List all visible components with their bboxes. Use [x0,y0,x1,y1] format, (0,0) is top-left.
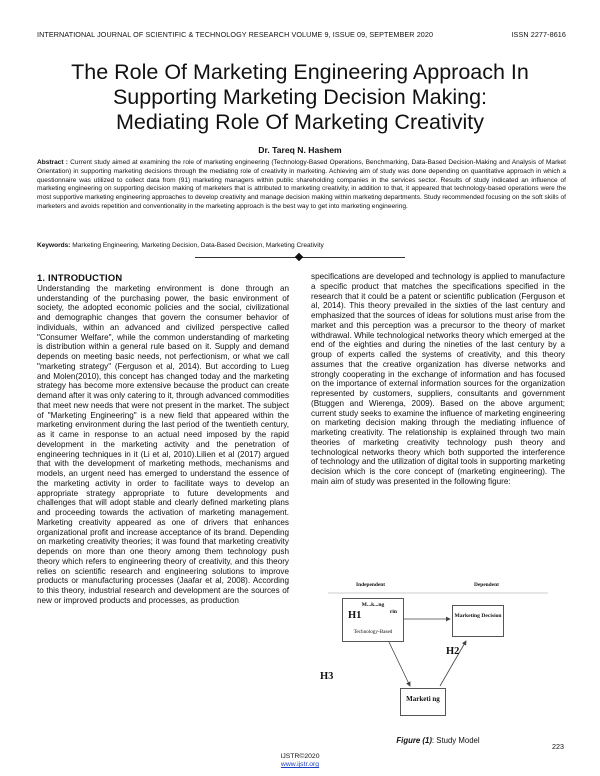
journal-name: INTERNATIONAL JOURNAL OF SCIENTIFIC & TECHNOLOGY RESEARCH VOLUME 9, ISSUE 09, SEPTEMBER 2020 [37,30,434,39]
h3-label: H3 [320,671,334,682]
figure-caption-label: Figure (1) [396,736,432,745]
h2-label: H2 [446,646,460,657]
arrow-h3 [388,640,410,686]
keywords [37,242,566,249]
marketing-decision-box: Marketing Decision [452,605,504,637]
page-footer [0,753,600,769]
abstract-text: Current study aimed at examining the role of marketing engineering (Technology-Based Operations, Benchmarking, Data-Based Decision-Making and Analysis of Market Orientation) in supporting marketing decisions through the mediating role of creativity in marketing. Achieving aim of study was done depending on quantitative approach in which a questionnaire was utilized to collect data from (91) marketing managers within public shareholding companies in the services sector. Results of study indicated an influence of marketing engineering on supporting decision making of marketers that is attributed to marketing creativity, in addition to that, it appeared that technology-based operations were the most supportive marketing engineering approaches to develop creativity and manage decision making within marketing departments. Study recommended focusing on the soft skills of marketers and avoids repetition and conventionality in the marketing approach is the best way to get into marketing engineering. [37,159,566,210]
title-line-2: Supporting Marketing Decision Making: [112,85,488,109]
section-heading: 1. INTRODUCTION [37,272,123,283]
dependent-label: Dependent [474,582,499,588]
intro-paragraph-right: specifications are developed and technology is applied to manufacture a specific product that matches the specifications specified in the research that it could be a patent or scientific publication (Ferguson et al, 2014). This theory prevailed in the sixties of the last century and emphasized that the sources of ideas for solutions must arise from the market and this perception was a precursor to the theory of market withdrawal. While technological networks theory which emerged at the end of the eighties and during the nineties of the last century by a group of experts called the systems of creativity, and this theory assumes that the creative organization has diverse networks and strongly cooperating in the exchange of information and has focused on the importance of external information sources for the organization represented by customers, suppliers, consultants and government (Btuggen and Wierenga, 2009). Based on the above argument; current study seeks to examine the influence of marketing engineering on marketing decision making through the mediating influence of marketing creativity. The relationship is explained through two main theories of marketing creativity technology push theory and technological networks theory which both supported the interference of technology and the utilization of digital tools in supporting marketing decision which is the core concept of (marketing engineering). The main aim of study was presented in the following figure: [311,272,565,486]
left-column [37,273,289,606]
issn: ISSN 2277-8616 [511,30,566,39]
footer-url-link[interactable]: www.ijstr.org [280,761,320,769]
author-name: Dr. Tareq N. Hashem [258,145,342,155]
footer-code: IJSTR©2020 [280,753,320,760]
abstract-label: Abstract : [37,159,68,166]
keywords-label: Keywords: [37,242,71,249]
title-line-1: The Role Of Marketing Engineering Approach In [71,60,529,84]
intro-paragraph-left: Understanding the marketing environment is done through an understanding of the purchasing power, the basic environment of society, the adopted economic policies and the social, civilizational and demographic changes that govern the consumer behavior of individuals, within an advanced and civilized perspective called "Consumer Welfare", while the common understanding of marketing is distribution within a general rule based on it. Supply and demand depends on meeting basic needs, not perfectionism, or what we call "marketing strategy" (Ferguson et al, 2014). But according to Lueg and Molen(2010), this concept has changed today and the marketing strategy has become more extensive because the product can create demand after it was only catering to it, through advanced commodities that meet new needs that were not present in the market. The subject of "Marketing Engineering" is a new field that appeared within the marketing environment during the last period of the twentieth century, as it came in response to an actual need imposed by the rapid development in the marketing activity and the penetration of engineering techniques in it (Li et al, 2010).Lilien et al (2017) argued that with the development of marketing methods, mechanisms and models, an urgent need has emerged to understand the essence of the marketing activity in order to facilitate ways to develop an appropriate strategy appropriate to future developments and challenges that will adopt stable and clearly defined marketing plans and proceeding towards the activation of marketing management. Marketing creativity appeared as one of drivers that enhances organizational profit and increase acceptance of its brand. Depending on marketing creativity theories; it was found that marketing creativity depends on more than one theory among them technology push theory which refers to engineering theory of creativity, and this theory relies on scientific research and engineering solutions to improve products or manufacturing processes (Jaafar et al, 2008). According to this theory, industrial research and development are the sources of new or improved products and processes, as production [37,283,290,605]
h1-label: H1 [348,610,362,621]
running-header [37,30,566,39]
marketing-engineering-box: M...k...ng rin Technology-Based [342,598,404,642]
marketing-creativity-box: Marketi ng [400,688,446,716]
paper-title [20,60,580,135]
keywords-text: Marketing Engineering, Marketing Decision, Data-Based Decision, Marketing Creativity [70,242,324,249]
title-line-3: Mediating Role Of Marketing Creativity [115,110,485,134]
divider-diamond-icon [295,253,303,261]
figure-caption [318,736,558,745]
page-number: 223 [552,742,564,751]
independent-label: Independent [356,582,386,588]
abstract [37,159,566,212]
figure-caption-text: : Study Model [431,736,480,745]
right-column [311,272,565,487]
study-model-figure [318,578,558,746]
